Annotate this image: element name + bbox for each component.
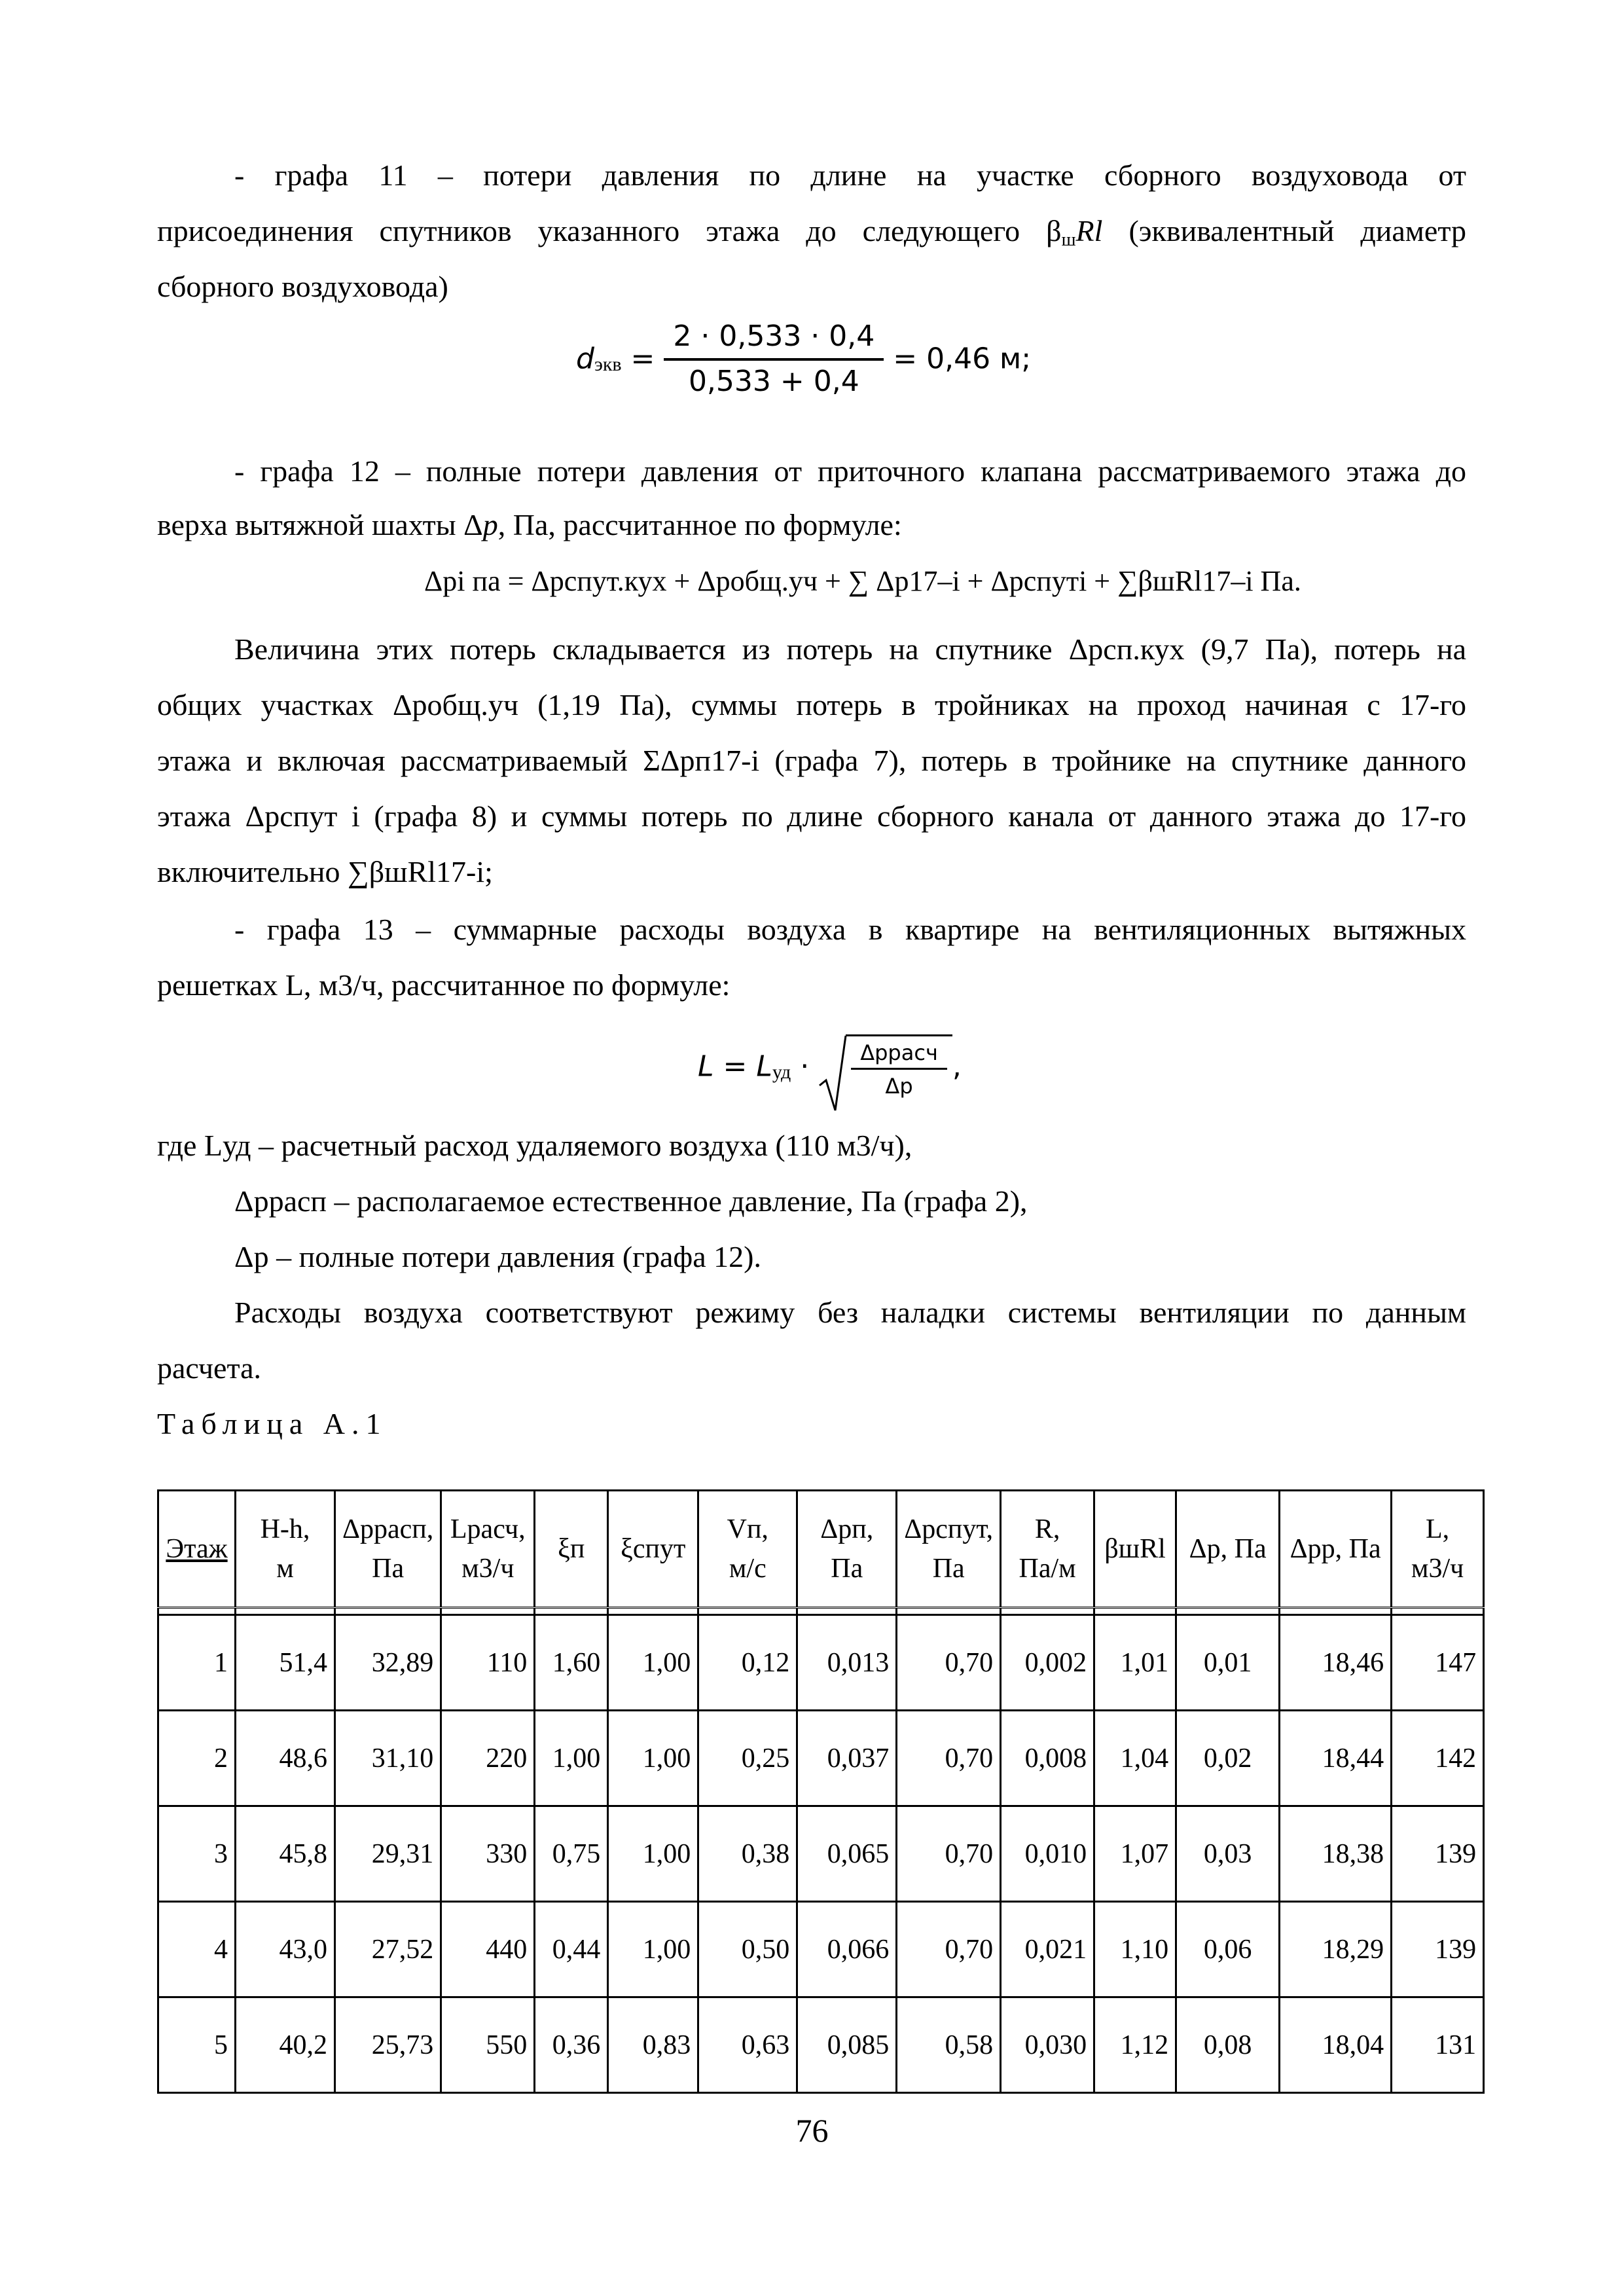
table-cell: 18,29	[1280, 1902, 1392, 1997]
table-cell: 0,037	[797, 1711, 897, 1806]
table-cell: 0,085	[797, 1997, 897, 2093]
para-airflow-line1	[234, 1293, 1466, 1332]
text: этажа и включая рассматриваемый ΣΔpп17-i (графа 7), потерь в тройнике на спутнике данного	[157, 744, 1466, 777]
table-cell: 0,70	[897, 1902, 1001, 1997]
table-cell: 139	[1392, 1806, 1484, 1902]
header-unit: Па/м	[1019, 1554, 1076, 1584]
formula-fraction	[851, 1040, 947, 1099]
text: p	[482, 508, 498, 541]
table-cell: 0,013	[797, 1615, 897, 1711]
table-header-cell	[535, 1491, 608, 1608]
table-header-cell	[1280, 1491, 1392, 1608]
table-cell: 0,12	[698, 1615, 797, 1711]
header-text: Vп,	[727, 1514, 768, 1544]
table-header-cell	[1392, 1491, 1484, 1608]
table-row	[158, 1711, 1484, 1806]
table-cell: 0,06	[1176, 1902, 1280, 1997]
table-cell: 220	[441, 1711, 535, 1806]
table-row	[158, 1902, 1484, 1997]
table-cell: 0,03	[1176, 1806, 1280, 1902]
para-losses-line4	[157, 797, 1466, 836]
formula-L	[698, 1034, 962, 1099]
table-cell: 0,065	[797, 1806, 897, 1902]
header-unit: м	[276, 1554, 294, 1584]
denominator: Δp	[885, 1074, 913, 1099]
para-losses-line1	[234, 630, 1466, 669]
formula-delta-p	[424, 564, 1301, 598]
table-cell: 31,10	[335, 1711, 441, 1806]
table-header-cell	[897, 1491, 1001, 1608]
sqrt-body	[846, 1034, 952, 1099]
radical-icon	[818, 1034, 847, 1113]
formula-dot: ·	[791, 1049, 819, 1084]
table-cell: 18,46	[1280, 1615, 1392, 1711]
formula-sub: экв	[594, 354, 622, 376]
table-cell: 5	[158, 1997, 236, 2093]
header-text: Δpр, Па	[1290, 1534, 1381, 1564]
table-header-cell	[1001, 1491, 1094, 1608]
text: Rl	[1075, 214, 1103, 247]
para-losses-line2	[157, 685, 1466, 725]
table-cell: 1,60	[535, 1615, 608, 1711]
table-cell: 0,02	[1176, 1711, 1280, 1806]
table-cell: 139	[1392, 1902, 1484, 1997]
table-cell: 1,10	[1094, 1902, 1176, 1997]
table-cell: 1,00	[535, 1711, 608, 1806]
text: - графа 11 – потери давления по длине на участке сборного воздуховода от	[234, 158, 1466, 192]
table-cell: 131	[1392, 1997, 1484, 2093]
header-text: Lрасч,	[450, 1514, 526, 1544]
table-cell: 0,75	[535, 1806, 608, 1902]
header-text: Δpп,	[820, 1514, 874, 1544]
table-cell: 1,01	[1094, 1615, 1176, 1711]
table-cell: 147	[1392, 1615, 1484, 1711]
para-graph13-line2	[157, 966, 730, 1005]
para-where-line1	[157, 1126, 912, 1165]
table-cell: 330	[441, 1806, 535, 1902]
table-cell: 32,89	[335, 1615, 441, 1711]
table-cell: 0,36	[535, 1997, 608, 2093]
table-row	[158, 1997, 1484, 2093]
text: где Lуд – расчетный расход удаляемого воздуха (110 м3/ч),	[157, 1129, 912, 1162]
table-cell: 29,31	[335, 1806, 441, 1902]
table-cell: 0,008	[1001, 1711, 1094, 1806]
table-cell: 1,07	[1094, 1806, 1176, 1902]
header-unit: Па	[372, 1554, 405, 1584]
text: Δp – полные потери давления (графа 12).	[234, 1240, 761, 1273]
text: Величина этих потерь складывается из потерь на спутнике Δpсп.кух (9,7 Па), потерь на	[234, 632, 1466, 666]
header-text: Этаж	[166, 1534, 228, 1564]
header-text: ξп	[558, 1534, 585, 1564]
table-cell: 18,44	[1280, 1711, 1392, 1806]
table-header-row	[158, 1491, 1484, 1608]
text: сборного воздуховода)	[157, 270, 448, 303]
formula-comma: ,	[952, 1049, 962, 1084]
table-cell: 142	[1392, 1711, 1484, 1806]
header-text: Δpспут,	[904, 1514, 994, 1544]
table-header-cell	[335, 1491, 441, 1608]
table-header-cell	[797, 1491, 897, 1608]
para-graph11-line1	[234, 156, 1466, 195]
table-header-cell	[1176, 1491, 1280, 1608]
table-cell: 0,01	[1176, 1615, 1280, 1711]
table-cell: 3	[158, 1806, 236, 1902]
para-where-line2	[234, 1182, 1028, 1221]
text: верха вытяжной шахты Δ	[157, 508, 483, 541]
table-cell: 1,12	[1094, 1997, 1176, 2093]
text: этажа Δpспут i (графа 8) и суммы потерь по длине сборного канала от данного этажа до 17-го	[157, 799, 1466, 833]
table-row	[158, 1615, 1484, 1711]
table-cell: 550	[441, 1997, 535, 2093]
table-cell: 0,08	[1176, 1997, 1280, 2093]
table-cell: 0,030	[1001, 1997, 1094, 2093]
table-row	[158, 1806, 1484, 1902]
formula-text: Δpi па = Δpспут.кух + Δpобщ.уч + ∑ Δp17–i + Δpспутi + ∑βшRl17–i Па.	[424, 565, 1301, 597]
text: расчета.	[157, 1351, 262, 1385]
table-header-cell	[158, 1491, 236, 1608]
table-cell: 1,00	[608, 1615, 698, 1711]
formula-var: L = L	[698, 1049, 772, 1084]
header-text: ξспут	[621, 1534, 686, 1564]
para-losses-line3	[157, 741, 1466, 780]
para-graph12-line2	[157, 505, 902, 545]
table-cell: 0,010	[1001, 1806, 1094, 1902]
table-cell: 110	[441, 1615, 535, 1711]
header-unit: Па	[831, 1554, 863, 1584]
table-cell: 0,38	[698, 1806, 797, 1902]
header-text: L,	[1426, 1514, 1450, 1544]
table-cell: 0,44	[535, 1902, 608, 1997]
table-header-cell	[1094, 1491, 1176, 1608]
table-body	[158, 1615, 1484, 2093]
numerator: Δpрасч	[851, 1040, 947, 1070]
text: , Па, рассчитанное по формуле:	[497, 508, 902, 541]
table-cell: 0,83	[608, 1997, 698, 2093]
numerator: 2 · 0,533 · 0,4	[664, 319, 884, 361]
table-cell: 25,73	[335, 1997, 441, 2093]
denominator: 0,533 + 0,4	[688, 365, 859, 398]
para-graph12-line1	[234, 452, 1466, 491]
header-unit: Па	[932, 1554, 965, 1584]
formula-sub: уд	[772, 1061, 791, 1084]
text: Расходы воздуха соответствуют режиму без наладки системы вентиляции по данным	[234, 1296, 1466, 1329]
para-airflow-line2	[157, 1349, 261, 1388]
table-cell: 0,58	[897, 1997, 1001, 2093]
table-cell: 0,70	[897, 1711, 1001, 1806]
formula-var: d	[576, 342, 594, 376]
text: ш	[1061, 230, 1076, 251]
table-cell: 43,0	[236, 1902, 335, 1997]
table-header-cell	[441, 1491, 535, 1608]
table-cell: 18,38	[1280, 1806, 1392, 1902]
para-graph11-line2	[157, 211, 1466, 251]
text: общих участках Δpобщ.уч (1,19 Па), суммы потерь в тройниках на проход начиная с 17-го	[157, 688, 1466, 721]
table-cell: 0,25	[698, 1711, 797, 1806]
table-cell: 1,04	[1094, 1711, 1176, 1806]
table-cell: 0,70	[897, 1615, 1001, 1711]
text: (эквивалентный диаметр	[1102, 214, 1466, 247]
table-cell: 51,4	[236, 1615, 335, 1711]
header-unit: м/с	[729, 1554, 767, 1584]
table-cell: 1,00	[608, 1902, 698, 1997]
table-cell: 2	[158, 1711, 236, 1806]
table-cell: 1	[158, 1615, 236, 1711]
table-cell: 48,6	[236, 1711, 335, 1806]
formula-fraction	[664, 319, 884, 398]
sqrt-sign	[818, 1034, 952, 1099]
table-header-cell	[608, 1491, 698, 1608]
table-header-cell	[236, 1491, 335, 1608]
formula-result: = 0,46 м;	[884, 342, 1032, 376]
header-unit: м3/ч	[461, 1554, 514, 1584]
table-header-cell	[698, 1491, 797, 1608]
text: включительно ∑βшRl17-i;	[157, 855, 493, 888]
para-graph11-line3	[157, 267, 448, 306]
header-text: Δp, Па	[1189, 1534, 1267, 1564]
header-text: Δpрасп,	[342, 1514, 434, 1544]
table-cell: 0,70	[897, 1806, 1001, 1902]
text: решетках L, м3/ч, рассчитанное по формуле:	[157, 968, 731, 1002]
table-cell: 1,00	[608, 1806, 698, 1902]
para-where-line3	[234, 1237, 761, 1277]
text: - графа 12 – полные потери давления от приточного клапана рассматриваемого этажа до	[234, 454, 1466, 488]
table-cell: 0,021	[1001, 1902, 1094, 1997]
table-cell: 0,002	[1001, 1615, 1094, 1711]
table-cell: 1,00	[608, 1711, 698, 1806]
header-text: H-h,	[260, 1514, 310, 1544]
table-cell: 27,52	[335, 1902, 441, 1997]
table-cell: 0,63	[698, 1997, 797, 2093]
data-table	[157, 1489, 1485, 2094]
text: - графа 13 – суммарные расходы воздуха в квартире на вентиляционных вытяжных	[234, 913, 1466, 946]
page-number: 76	[795, 2112, 829, 2149]
table-header-separator	[158, 1608, 1484, 1615]
formula-d-equivalent	[576, 319, 1031, 398]
header-unit: м3/ч	[1411, 1554, 1464, 1584]
table-cell: 18,04	[1280, 1997, 1392, 2093]
text: присоединения спутников указанного этажа до следующего β	[157, 214, 1062, 247]
para-graph13-line1	[234, 910, 1466, 949]
header-text: R,	[1034, 1514, 1060, 1544]
table-cell: 4	[158, 1902, 236, 1997]
table-cell: 0,50	[698, 1902, 797, 1997]
table-cell: 40,2	[236, 1997, 335, 2093]
formula-eq: =	[621, 342, 664, 376]
table-cell: 45,8	[236, 1806, 335, 1902]
table-cell: 0,066	[797, 1902, 897, 1997]
text: Таблица А.1	[157, 1407, 388, 1440]
text: Δpрасп – располагаемое естественное давление, Па (графа 2),	[234, 1184, 1028, 1218]
table-caption	[157, 1404, 387, 1444]
table-cell: 440	[441, 1902, 535, 1997]
header-text: βшRl	[1104, 1534, 1166, 1564]
para-losses-line5	[157, 852, 493, 892]
